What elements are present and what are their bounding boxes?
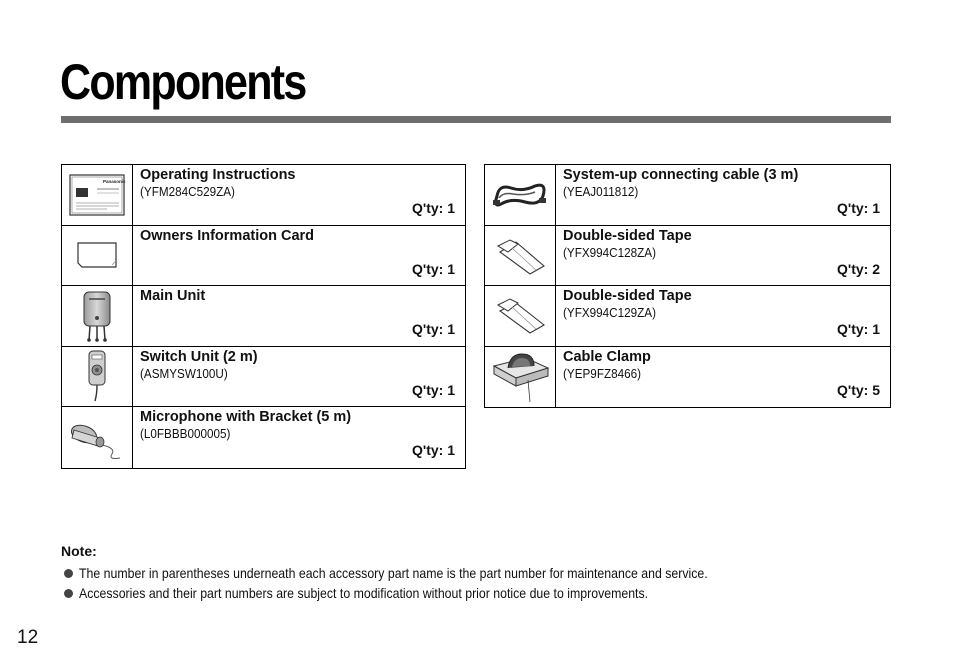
- component-name: Double-sided Tape: [563, 288, 692, 304]
- note-item: [64, 585, 793, 605]
- component-row: [62, 407, 465, 468]
- component-part-number: (YFX994C129ZA): [563, 305, 656, 320]
- note-list: [64, 565, 793, 605]
- note-text: The number in parentheses underneath each accessory part name is the part number for maintenance and service.: [79, 565, 708, 581]
- component-quantity: Q'ty: 1: [836, 200, 880, 216]
- bullet-icon: [64, 569, 73, 578]
- note-item: [64, 565, 793, 585]
- microphone-icon: [62, 407, 133, 468]
- component-row: [62, 165, 465, 226]
- main-unit-icon: [62, 286, 133, 346]
- manual-icon: [62, 165, 133, 225]
- title-rule: [61, 116, 891, 123]
- component-row: [62, 347, 465, 408]
- component-part-number: (YEP9FZ8466): [563, 365, 642, 381]
- component-row: [62, 286, 465, 347]
- page-title: Components: [60, 54, 306, 110]
- component-name: Operating Instructions: [140, 167, 296, 183]
- component-part-number: (YFX994C128ZA): [563, 244, 656, 260]
- component-row: [485, 347, 890, 408]
- component-name: Microphone with Bracket (5 m): [140, 409, 352, 425]
- component-name: Main Unit: [140, 288, 206, 304]
- component-quantity: Q'ty: 1: [836, 321, 880, 337]
- switch-unit-icon: [62, 347, 133, 407]
- component-quantity: Q'ty: 5: [836, 381, 880, 398]
- component-part-number: (YFM284C529ZA): [140, 184, 235, 199]
- bullet-icon: [64, 589, 73, 598]
- component-name: Owners Information Card: [140, 227, 315, 244]
- component-row: [62, 226, 465, 287]
- component-quantity: Q'ty: 1: [411, 381, 455, 398]
- component-part-number: (ASMYSW100U): [140, 365, 228, 381]
- manual-brand-logo: Panasonic: [103, 178, 126, 184]
- page-number: 12: [17, 627, 39, 648]
- cable-clamp-icon: [485, 347, 556, 408]
- component-quantity: Q'ty: 1: [411, 442, 455, 458]
- component-quantity: Q'ty: 2: [836, 260, 880, 277]
- component-name: Double-sided Tape: [563, 227, 692, 244]
- components-table-right: [484, 164, 891, 408]
- cable-icon: [485, 165, 556, 225]
- component-quantity: Q'ty: 1: [411, 200, 455, 216]
- component-name: System-up connecting cable (3 m): [563, 167, 799, 183]
- tape-icon: [485, 226, 556, 286]
- component-name: Cable Clamp: [563, 348, 651, 365]
- component-quantity: Q'ty: 1: [411, 260, 455, 277]
- note-title: Note:: [61, 543, 97, 559]
- note-text: Accessories and their part numbers are subject to modification without prior notice due to improvements.: [79, 585, 649, 601]
- tape-icon: [485, 286, 556, 346]
- component-part-number: (YEAJ011812): [563, 184, 639, 199]
- component-name: Switch Unit (2 m): [140, 348, 258, 365]
- component-part-number: (L0FBBB000005): [140, 426, 231, 441]
- component-row: [485, 165, 890, 226]
- component-row: [485, 226, 890, 287]
- components-table-left: [61, 164, 466, 469]
- component-quantity: Q'ty: 1: [411, 321, 455, 337]
- card-icon: [62, 226, 133, 286]
- component-row: [485, 286, 890, 347]
